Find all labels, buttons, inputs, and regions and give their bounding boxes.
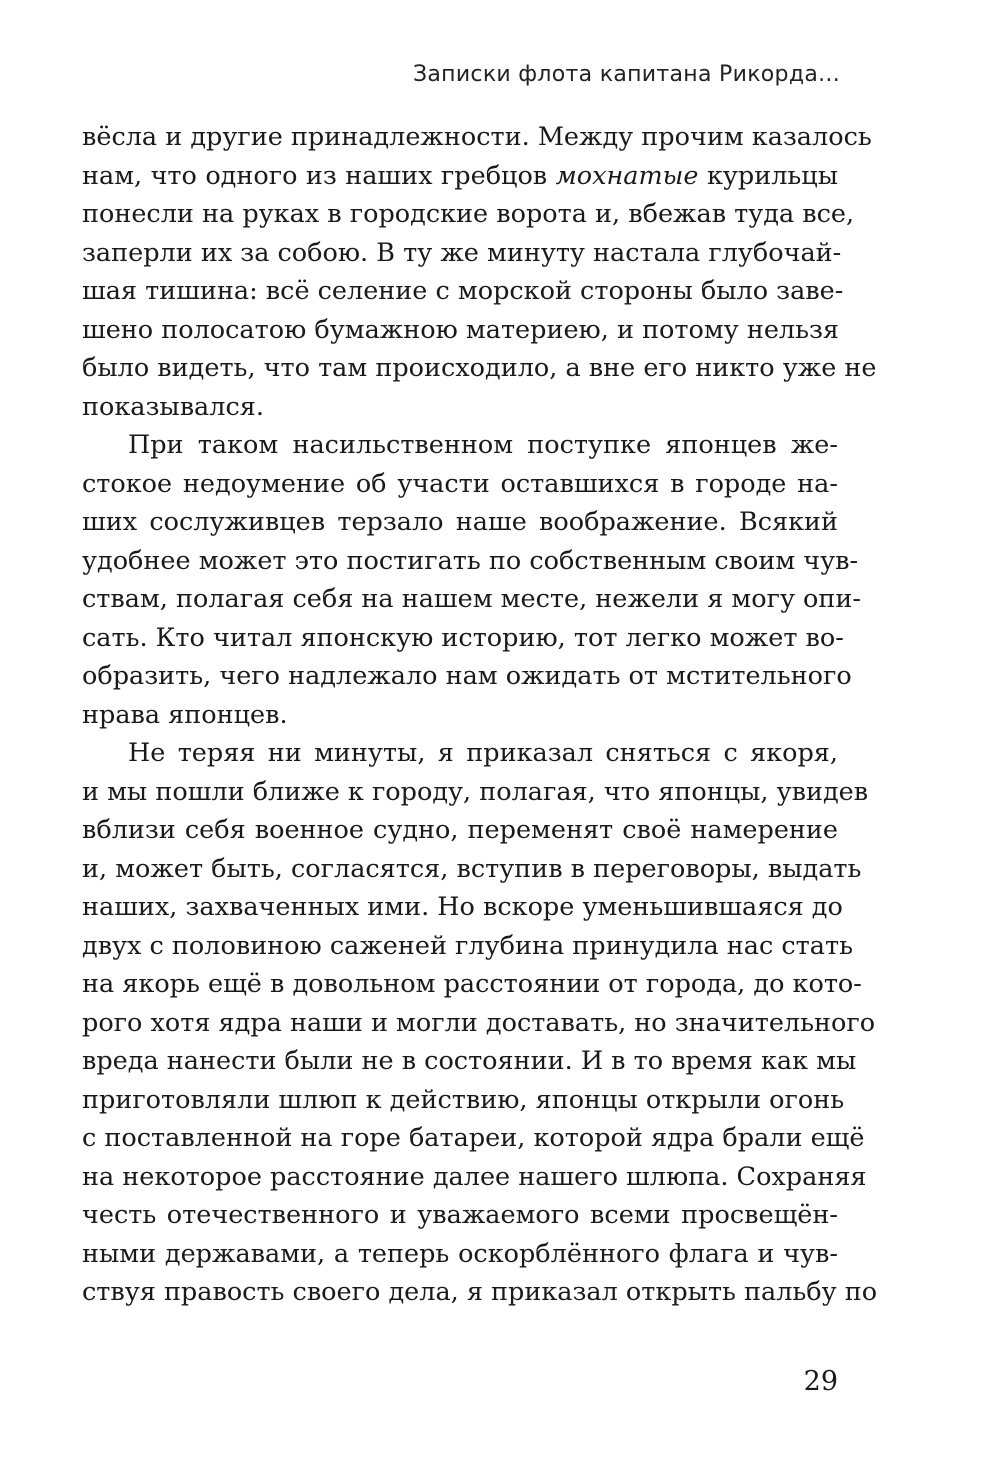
running-head: Записки флота капитана Рикорда...	[412, 62, 840, 87]
text-line: шено полосатою бумажною материею, и потому нельзя	[82, 314, 839, 345]
text-line: удобнее может это постигать по собственным своим чув-	[82, 545, 859, 576]
text-line: вблизи себя военное судно, переменят своё намерение	[82, 815, 838, 845]
text-line: показывался.	[82, 391, 264, 422]
body-text	[82, 118, 878, 1312]
text-line: наших, захваченных ими. Но вскоре уменьшившаяся до	[82, 892, 843, 922]
text-line: сать. Кто читал японскую историю, тот легко может во-	[82, 622, 844, 653]
text-line: вреда нанести были не в состоянии. И в то время как мы	[82, 1046, 857, 1076]
text-line: Не теряя ни минуты, я приказал сняться с якоря,	[128, 738, 838, 768]
text-line: было видеть, что там происходило, а вне его никто уже не	[82, 353, 877, 383]
text-line: честь отечественного и уважаемого всеми просвещён-	[82, 1200, 838, 1230]
text-line: ствуя правость своего дела, я приказал открыть пальбу по	[82, 1277, 878, 1307]
text-line: шая тишина: всё селение с морской стороны было заве-	[82, 276, 844, 306]
text-line: на якорь ещё в довольном расстоянии от города, до кото-	[82, 969, 862, 999]
text-line: ших сослуживцев терзало наше воображение. Всякий	[82, 507, 838, 537]
text-line: с поставленной на горе батареи, которой ядра брали ещё	[82, 1123, 865, 1153]
text-line: вёсла и другие принадлежности. Между прочим казалось	[82, 122, 872, 152]
text-line: нрава японцев.	[82, 699, 288, 730]
paragraph-2	[82, 426, 862, 734]
text-line: понесли на руках в городские ворота и, вбежав туда все,	[82, 199, 855, 229]
text-line: приготовляли шлюп к действию, японцы открыли огонь	[82, 1084, 845, 1115]
text-line: ствам, полагая себя на нашем месте, нежели я могу опи-	[82, 584, 862, 614]
paragraph-1	[82, 118, 877, 426]
text-line: и, может быть, согласятся, вступив в переговоры, выдать	[82, 853, 862, 884]
text-line: ными державами, а теперь оскорблённого флага и чув-	[82, 1238, 838, 1269]
text-line: двух с половиною саженей глубина принудила нас стать	[82, 930, 853, 961]
text-line: заперли их за собою. В ту же минуту настала глубочай-	[82, 237, 842, 268]
text-line: При таком насильственном поступке японцев же-	[128, 430, 838, 460]
paragraph-3	[82, 734, 878, 1312]
text-line: на некоторое расстояние далее нашего шлюпа. Сохраняя	[82, 1161, 867, 1192]
text-line: стокое недоумение об участи оставшихся в городе на-	[82, 468, 838, 499]
text-line: рого хотя ядра наши и могли доставать, но значительного	[82, 1007, 876, 1038]
italic-word: мохнатые	[555, 160, 699, 191]
text-line: и мы пошли ближе к городу, полагая, что японцы, увидев	[82, 776, 869, 807]
page-number: 29	[803, 1366, 838, 1397]
text-line: образить, чего надлежало нам ожидать от мстительного	[82, 661, 852, 691]
text-line: нам, что одного из наших гребцов мохнатые курильцы	[82, 160, 838, 191]
